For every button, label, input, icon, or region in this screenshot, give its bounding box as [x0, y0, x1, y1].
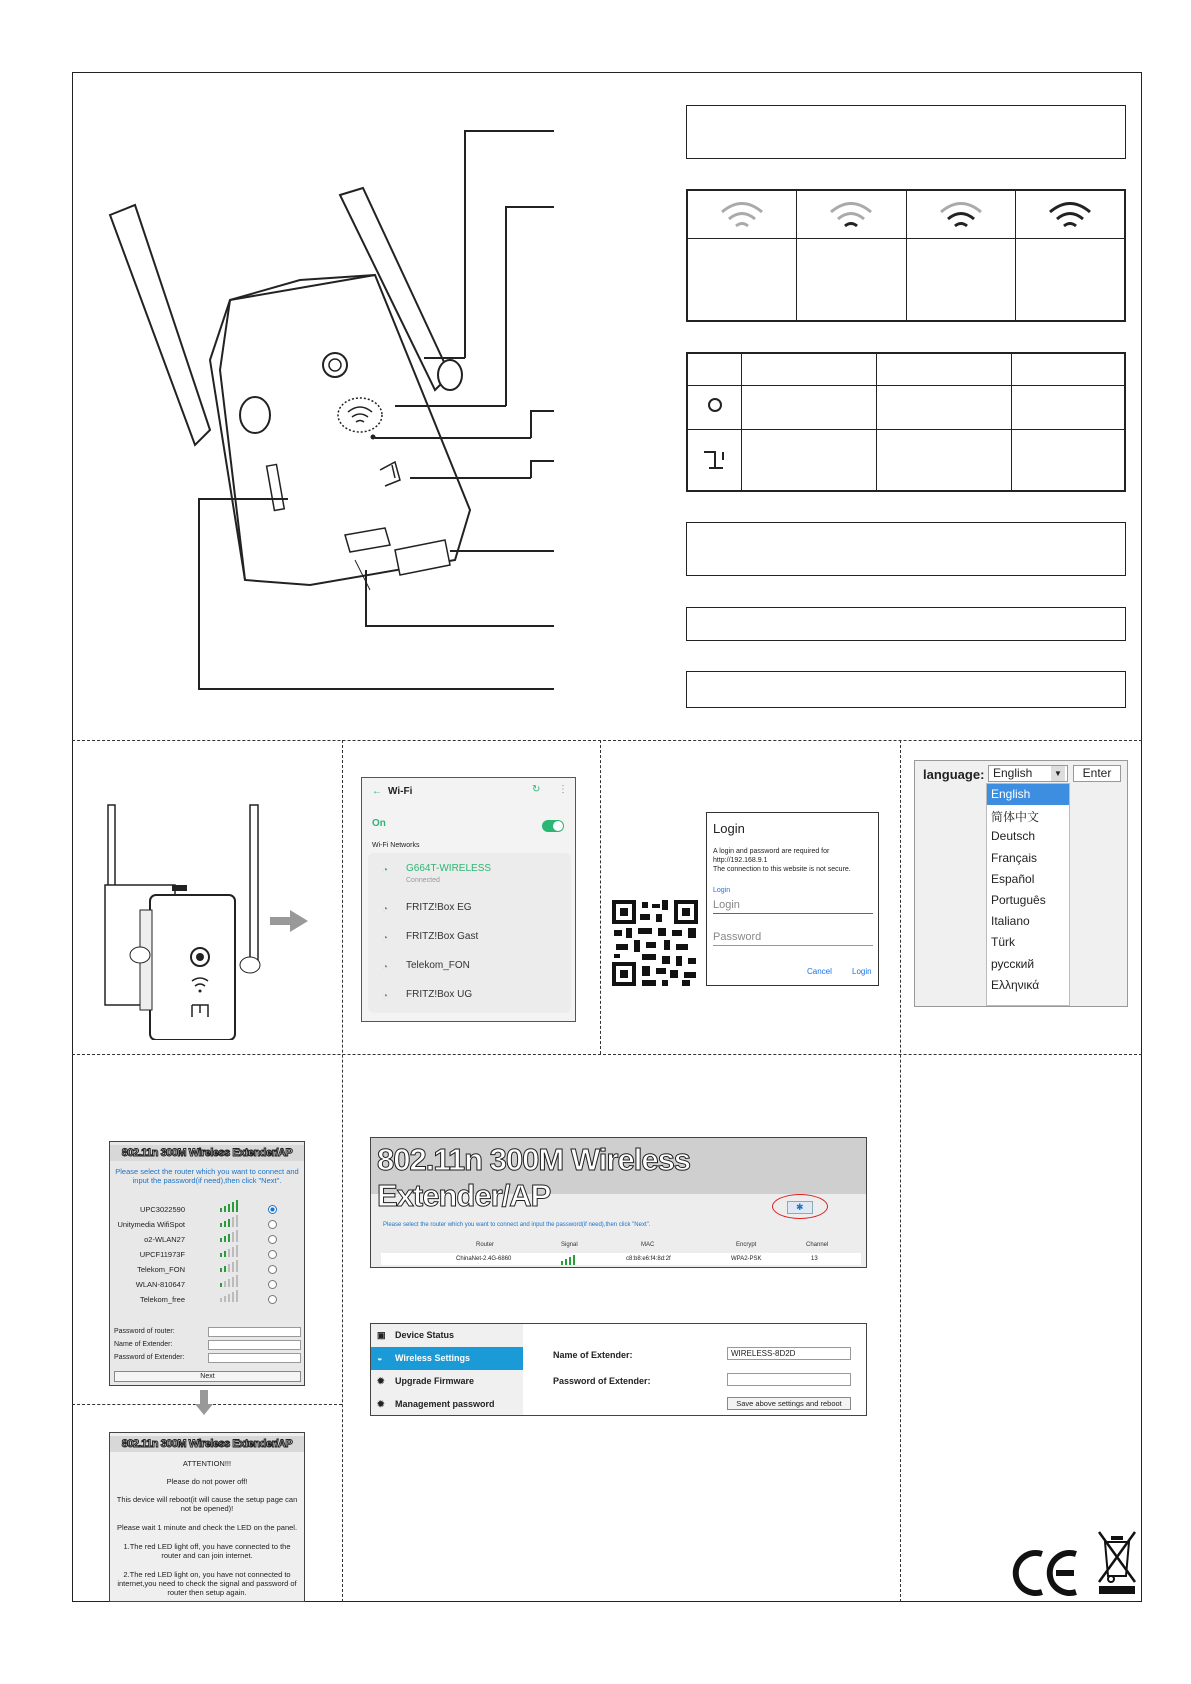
- scan-title: 802.11n 300M Wireless Extender/AP: [377, 1142, 691, 1213]
- signal-table: [686, 189, 1126, 322]
- signal-bars-icon: [561, 1253, 579, 1265]
- login-notice: The connection to this website is not secure.: [713, 866, 851, 873]
- phone-wifi-screen: [361, 777, 576, 1022]
- led-table: [686, 352, 1126, 492]
- extender-name-input[interactable]: [208, 1340, 301, 1350]
- networks-heading: Wi-Fi Networks: [372, 842, 420, 849]
- signal-bars-icon: [220, 1200, 238, 1212]
- wifi-strong-icon: [1047, 199, 1093, 229]
- router-radio[interactable]: [268, 1250, 277, 1259]
- language-option[interactable]: English: [991, 787, 1031, 801]
- extender-plugged-illustration: [100, 795, 320, 1040]
- language-selector: [914, 760, 1128, 1007]
- save-reboot-button[interactable]: Save above settings and reboot: [727, 1397, 851, 1410]
- network-status: Connected: [406, 877, 440, 884]
- gear-icon: ✹: [377, 1376, 385, 1386]
- info-box-4: [686, 671, 1126, 708]
- chat-icon: ▣: [377, 1330, 386, 1340]
- extender-password-label: Password of Extender:: [114, 1354, 185, 1361]
- wps-icon: [701, 444, 729, 472]
- reboot-line: Please wait 1 minute and check the LED on the panel.: [116, 1523, 298, 1532]
- extender-password-label: Password of Extender:: [553, 1376, 651, 1386]
- router-radio[interactable]: [268, 1220, 277, 1229]
- wifi-title: Wi-Fi: [388, 786, 413, 797]
- network-item[interactable]: FRITZ!Box Gast: [406, 931, 479, 942]
- wifi-weak-icon: [719, 199, 765, 229]
- wifi-fair-icon: [828, 199, 874, 229]
- power-ring-icon: [708, 398, 722, 412]
- network-item[interactable]: Telekom_FON: [406, 960, 470, 971]
- settings-screen: [370, 1323, 867, 1416]
- language-option[interactable]: Português: [991, 893, 1046, 907]
- router-name: o2-WLAN27: [144, 1235, 185, 1244]
- signal-bars-icon: [220, 1275, 238, 1287]
- signal-bars-icon: [220, 1245, 238, 1257]
- wifi-toggle[interactable]: [542, 820, 564, 832]
- reboot-line: 1.The red LED light off, you have connected to the router and can join internet.: [123, 1542, 291, 1560]
- network-list: [368, 853, 571, 1013]
- extender-illustration: [95, 180, 575, 700]
- login-button[interactable]: Login: [852, 967, 872, 976]
- login-dialog: [706, 812, 879, 986]
- language-option[interactable]: Español: [991, 872, 1035, 886]
- language-option[interactable]: Deutsch: [991, 829, 1036, 843]
- router-name: UPCF11973F: [139, 1250, 185, 1259]
- cancel-button[interactable]: Cancel: [807, 967, 832, 976]
- attention-text: ATTENTION!!!: [182, 1459, 232, 1468]
- extender-name-label: Name of Extender:: [114, 1341, 173, 1348]
- setup-instruction: Please select the router which you want to connect and input the password(if need),then click "Next".: [115, 1167, 299, 1185]
- wifi-icon: ◔: [382, 991, 389, 1002]
- more-icon[interactable]: ⋮: [558, 784, 568, 795]
- router-name: Telekom_free: [139, 1295, 185, 1304]
- network-connected[interactable]: G664T-WIRELESS: [406, 863, 492, 874]
- language-select[interactable]: English ▼: [988, 765, 1068, 782]
- router-radio[interactable]: [268, 1235, 277, 1244]
- router-name: UPC3022590: [139, 1205, 185, 1214]
- wifi-on-label: On: [372, 818, 386, 829]
- gear-icon: ✱: [796, 1202, 804, 1212]
- enter-button[interactable]: Enter: [1073, 765, 1121, 782]
- reboot-line: 2.The red LED light on, you have not connected to internet,you need to check the signal and password of router then setup again.: [117, 1570, 297, 1597]
- router-password-label: Password of router:: [114, 1328, 175, 1335]
- sidebar-item-device-status[interactable]: ▣ Device Status: [371, 1324, 523, 1347]
- refresh-icon[interactable]: ↻: [532, 784, 541, 795]
- wifi-icon: ◒: [377, 1353, 383, 1363]
- router-radio[interactable]: [268, 1280, 277, 1289]
- extender-name-input[interactable]: WIRELESS-8D2D: [727, 1347, 851, 1360]
- language-option[interactable]: русский: [991, 957, 1035, 971]
- sidebar-item-wireless-settings[interactable]: ◒ Wireless Settings: [371, 1347, 523, 1370]
- reboot-screen: [109, 1432, 305, 1602]
- language-label: language:: [923, 767, 985, 782]
- extender-name-label: Name of Extender:: [553, 1350, 633, 1360]
- password-input[interactable]: Password: [713, 931, 873, 946]
- reboot-line: This device will reboot(it will cause the setup page can not be opened)!: [116, 1495, 298, 1513]
- router-radio[interactable]: [268, 1295, 277, 1304]
- next-button[interactable]: Next: [114, 1371, 301, 1382]
- login-title: Login: [713, 821, 745, 836]
- qr-code: [612, 900, 698, 986]
- weee-bin-icon: [1095, 1528, 1139, 1596]
- back-arrow-icon[interactable]: ←: [372, 786, 382, 797]
- sidebar-item-management-password[interactable]: ✹ Management password: [371, 1393, 523, 1416]
- extender-password-input[interactable]: [208, 1353, 301, 1363]
- router-password-input[interactable]: [208, 1327, 301, 1337]
- scan-screen: [370, 1137, 867, 1268]
- wifi-icon: ◔: [382, 962, 389, 973]
- language-option[interactable]: Français: [991, 851, 1038, 865]
- wifi-good-icon: [938, 199, 984, 229]
- scan-table-header: Router Signal MAC Encrypt Channel: [476, 1242, 829, 1248]
- info-box-3: [686, 607, 1126, 641]
- network-item[interactable]: FRITZ!Box UG: [406, 989, 473, 1000]
- router-name: Telekom_FON: [137, 1265, 185, 1274]
- extender-password-input[interactable]: [727, 1373, 851, 1386]
- gear-icon: ✹: [377, 1399, 385, 1409]
- ce-mark-icon: [1012, 1548, 1082, 1598]
- wifi-icon: ◔: [382, 933, 389, 944]
- router-name: WLAN-810647: [135, 1280, 185, 1289]
- router-name: Unitymedia WifiSpot: [117, 1220, 185, 1229]
- reboot-line: Please do not power off!: [166, 1477, 248, 1486]
- signal-bars-icon: [220, 1260, 238, 1272]
- login-message: A login and password are required for http://192.168.9.1: [713, 848, 830, 864]
- wifi-icon: ◔: [382, 904, 389, 915]
- info-box-2: [686, 522, 1126, 576]
- scan-instruction: Please select the router which you want to connect and input the password(if need),then click "Next".: [383, 1222, 651, 1228]
- wifi-icon: ◔: [382, 865, 389, 876]
- signal-bars-icon: [220, 1290, 238, 1302]
- reboot-title: 802.11n 300M Wireless Extender/AP: [110, 1436, 304, 1452]
- setup-screen: [109, 1141, 305, 1386]
- language-option[interactable]: Ελληνικά: [991, 978, 1040, 992]
- setup-title: 802.11n 300M Wireless Extender/AP: [110, 1145, 304, 1161]
- scan-table-row[interactable]: ChinaNet-2.4G-6860 c8:b8:e6:f4:8d:2f WPA2-PSK 13: [381, 1253, 861, 1265]
- arrow-down-icon: [195, 1390, 213, 1416]
- sidebar-item-upgrade-firmware[interactable]: ✹ Upgrade Firmware: [371, 1370, 523, 1393]
- network-item[interactable]: FRITZ!Box EG: [406, 902, 472, 913]
- router-radio[interactable]: [268, 1265, 277, 1274]
- signal-bars-icon: [220, 1230, 238, 1242]
- login-link[interactable]: Login: [713, 887, 731, 894]
- language-option[interactable]: 简体中文: [991, 810, 1040, 824]
- language-option[interactable]: Italiano: [991, 914, 1030, 928]
- signal-bars-icon: [220, 1215, 238, 1227]
- router-radio[interactable]: [268, 1205, 277, 1214]
- language-option[interactable]: Türk: [991, 935, 1015, 949]
- login-input[interactable]: Login: [713, 899, 873, 914]
- chevron-down-icon: ▼: [1051, 766, 1065, 781]
- info-box-1: [686, 105, 1126, 159]
